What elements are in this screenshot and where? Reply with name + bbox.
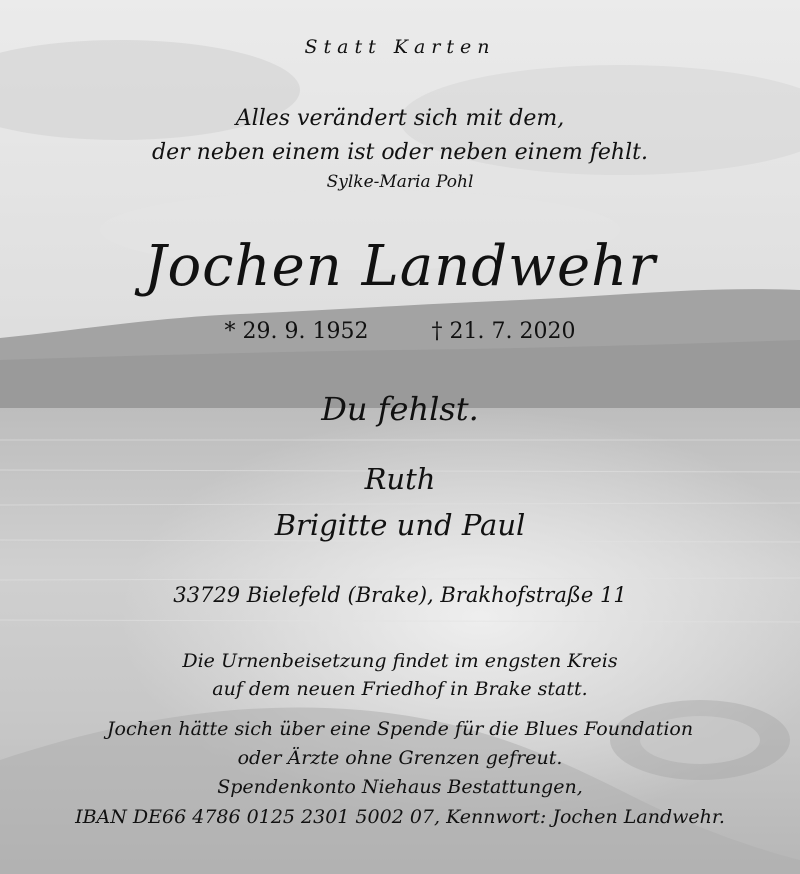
family-address: 33729 Bielefeld (Brake), Brakhofstraße 11 (173, 583, 627, 607)
deceased-name: Jochen Landwehr (144, 234, 656, 299)
notice-line-3: Jochen hätte sich über eine Spende für die Blues Foundation (106, 718, 694, 740)
quote-author: Sylke-Maria Pohl (326, 172, 474, 192)
quote-line-2: der neben einem ist oder neben einem fehlt. (152, 140, 648, 165)
notice-line-1: Die Urnenbeisetzung findet im engsten Kreis (182, 650, 618, 672)
notice-line-5: Spendenkonto Niehaus Bestattungen, (217, 776, 583, 798)
statt-karten-heading: Statt Karten (304, 36, 496, 58)
notice-line-2: auf dem neuen Friedhof in Brake statt. (212, 678, 588, 700)
life-dates (0, 319, 800, 344)
birth-date: * 29. 9. 1952 (224, 319, 369, 344)
mourner-line-2: Brigitte und Paul (274, 508, 526, 542)
farewell-message: Du fehlst. (321, 390, 479, 428)
quote-line-1: Alles verändert sich mit dem, (235, 106, 565, 131)
death-date: † 21. 7. 2020 (431, 319, 576, 344)
notice-line-6: IBAN DE66 4786 0125 2301 5002 07, Kennwort: Jochen Landwehr. (75, 806, 725, 828)
mourner-line-1: Ruth (364, 462, 436, 496)
notice-line-4: oder Ärzte ohne Grenzen gefreut. (237, 747, 563, 769)
